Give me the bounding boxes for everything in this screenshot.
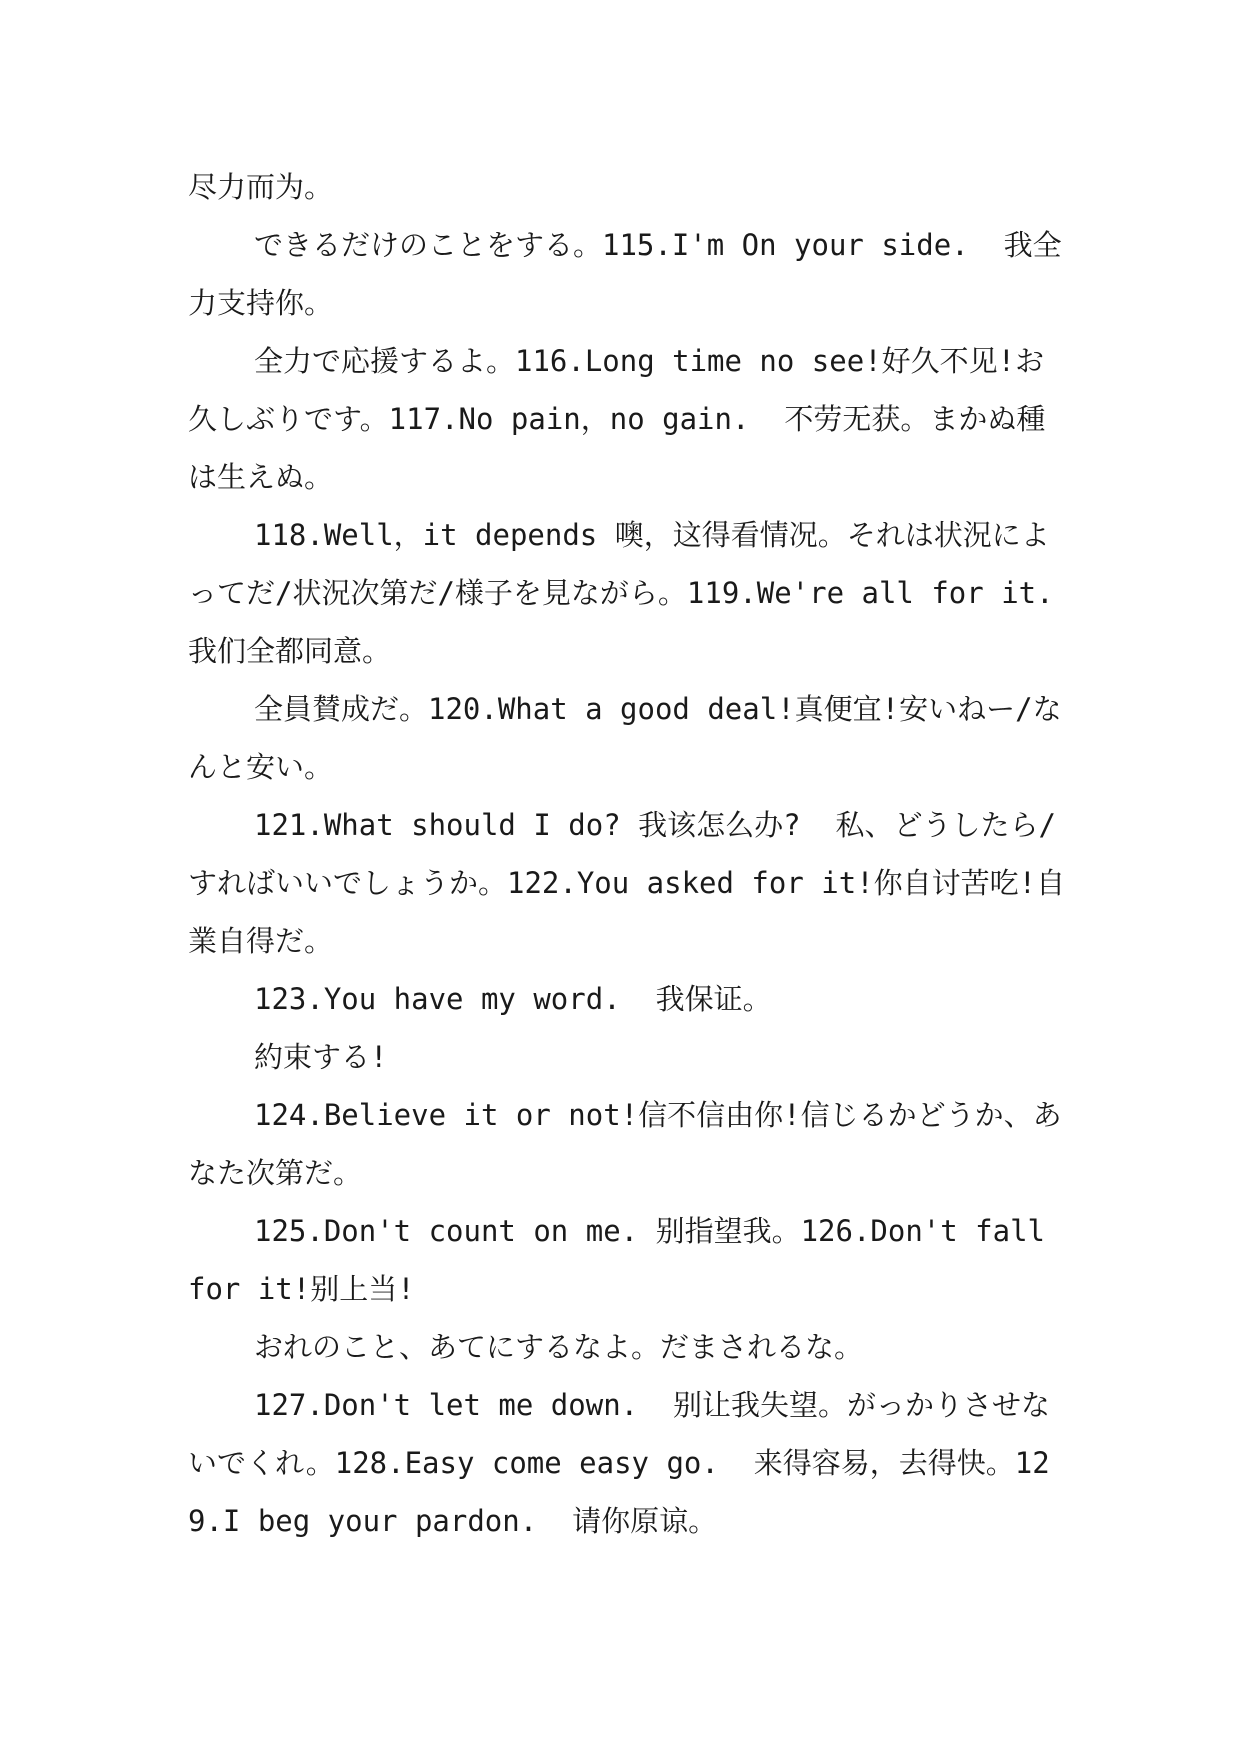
paragraph: 全員賛成だ。120.What a good deal!真便宜!安いねー/なんと安い。 xyxy=(188,692,1062,784)
paragraph: 121.What should I do? 我该怎么办? 私、どうしたら/すればいいでしょうか。122.You asked for it!你自讨苦吃!自業自得だ。 xyxy=(188,808,1066,958)
paragraph: 約束する! xyxy=(254,1040,388,1074)
paragraph: おれのこと、あてにするなよ。だまされるな。 xyxy=(254,1330,864,1364)
paragraph: 全力で応援するよ。116.Long time no see!好久不见!お久しぶりです。117.No pain，no gain. 不劳无获。まかぬ種は生えぬ。 xyxy=(188,344,1046,494)
paragraph: 118.Well，it depends 噢，这得看情况。それは状況によってだ/状況次第だ/様子を見ながら。119.We're all for it. 我们全都同意。 xyxy=(188,518,1089,668)
paragraph: 125.Don't count on me. 别指望我。126.Don't fall for it!别上当! xyxy=(188,1214,1063,1306)
paragraph: 123.You have my word. 我保证。 xyxy=(254,982,772,1016)
paragraph: 127.Don't let me down. 别让我失望。がっかりさせないでくれ。128.Easy come easy go. 来得容易，去得快。129.I beg your pardon. 请你原谅。 xyxy=(188,1388,1051,1538)
paragraph: 124.Believe it or not!信不信由你!信じるかどうか、あなた次第だ。 xyxy=(188,1098,1062,1190)
paragraph: できるだけのことをする。115.I'm On your side. 我全力支持你。 xyxy=(188,228,1062,320)
paragraph: 尽力而为。 xyxy=(188,170,334,204)
document-body xyxy=(188,158,1089,1550)
